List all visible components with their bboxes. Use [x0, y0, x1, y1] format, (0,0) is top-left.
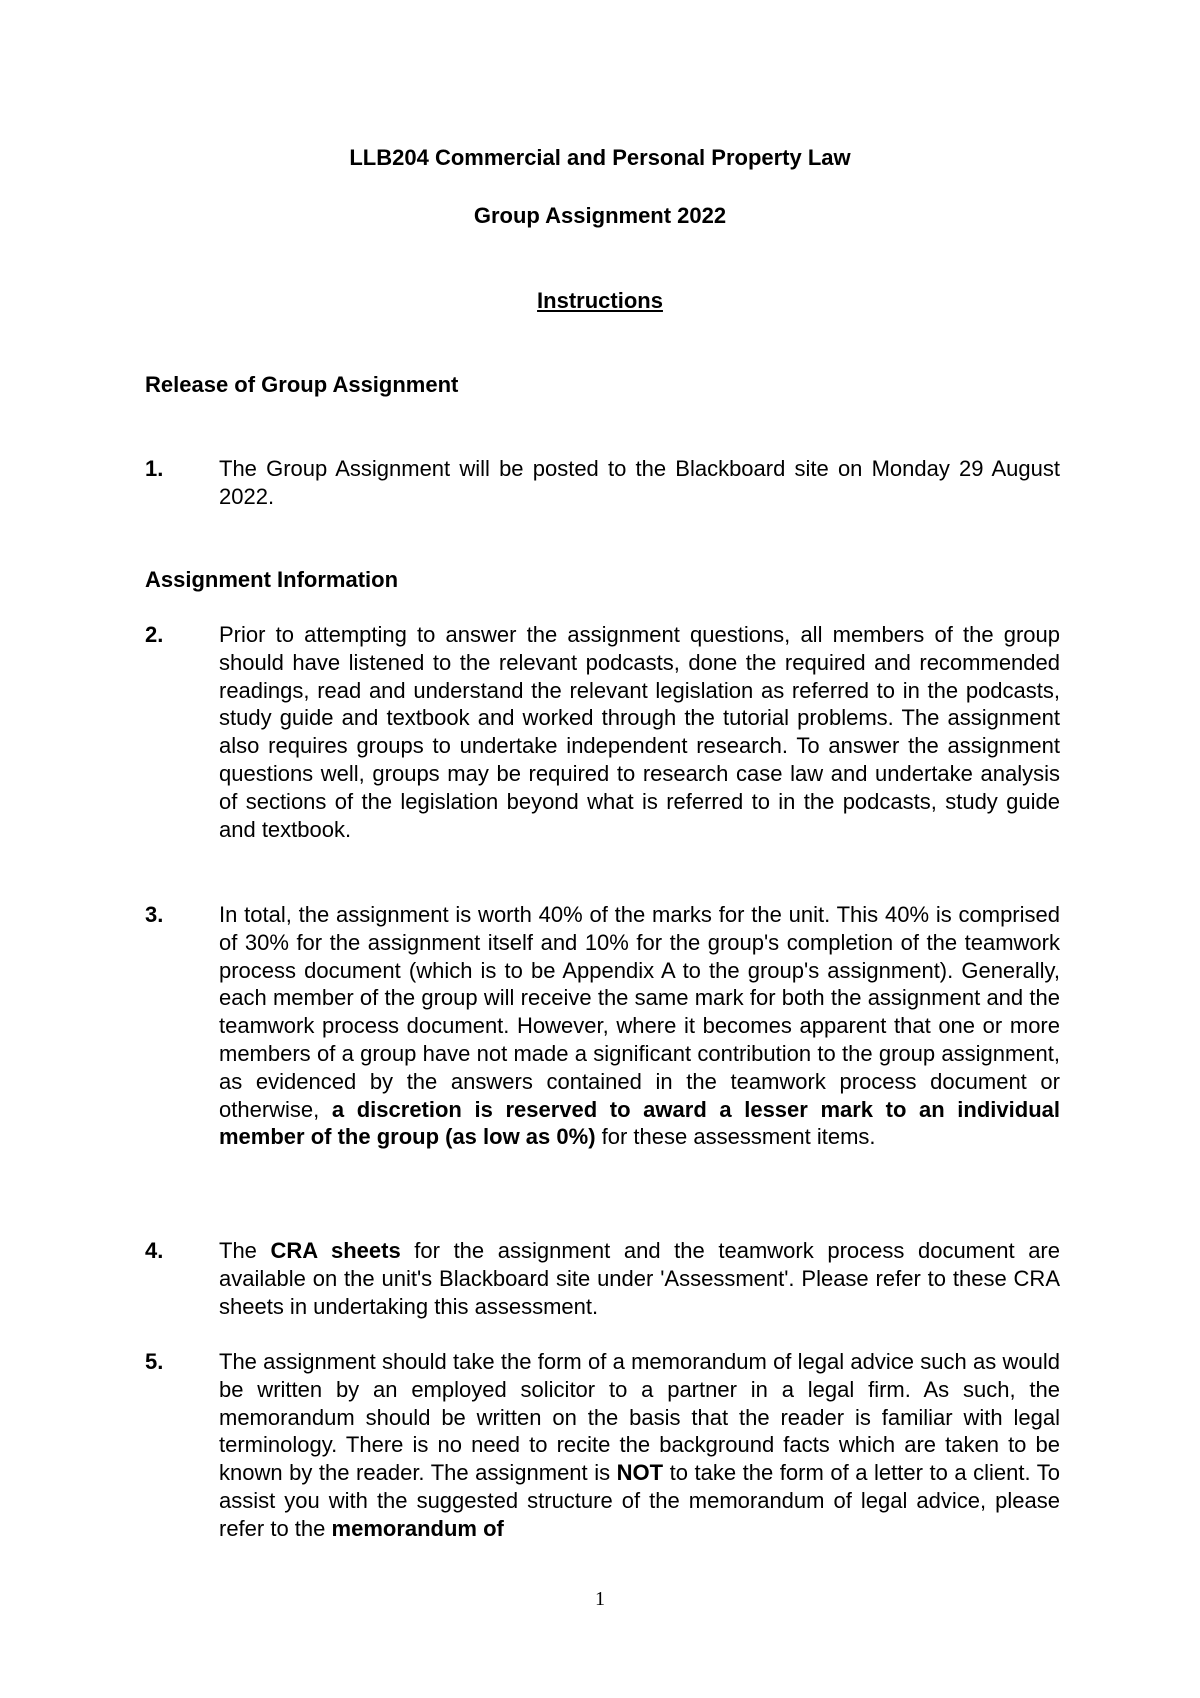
- item-text: [219, 1237, 1060, 1320]
- item-text-part: In total, the assignment is worth 40% of the marks for the unit. This 40% is comprised of 30% for the assignment itself and 10% for the group's completion of the teamwork process document (which is to be Appendix A to the group's assignment). Generally, each member of the group will receive the same mark for both the assignment and the teamwork process document. However, where it becomes apparent that one or more members of a group have not made a significant contribution to the group assignment, as evidenced by the answers contained in the teamwork process document or otherwise,: [219, 902, 1060, 1122]
- list-item: [145, 1237, 1060, 1320]
- item-text-bold: CRA sheets: [270, 1238, 401, 1263]
- list-item: [145, 1348, 1060, 1543]
- item-number: 3.: [145, 902, 164, 927]
- item-text-bold: a discretion is reserved to award a lesser mark to an individual member of the group (as low as 0%): [219, 1096, 1060, 1150]
- item-text: Prior to attempting to answer the assignment questions, all members of the group should have listened to the relevant podcasts, done the required and recommended readings, read and understand the relevant legislation as referred to in the podcasts, study guide and textbook and worked through the tutorial problems. The assignment also requires groups to undertake independent research. To answer the assignment questions well, groups may be required to research case law and undertake analysis of sections of the legislation beyond what is referred to in the podcasts, study guide and textbook.: [219, 622, 1060, 842]
- assignment-title: Group Assignment 2022: [473, 203, 727, 228]
- item-text-part: The: [219, 1238, 271, 1263]
- release-section-heading: Release of Group Assignment: [145, 372, 459, 397]
- course-title: LLB204 Commercial and Personal Property Law: [349, 145, 851, 170]
- item-number: 5.: [145, 1349, 164, 1374]
- info-section-heading: Assignment Information: [145, 567, 399, 592]
- item-text-bold: memorandum of: [331, 1515, 504, 1541]
- item-text-part: for these assessment items.: [595, 1124, 876, 1150]
- item-text-bold: NOT: [616, 1460, 664, 1486]
- item-number: 1.: [145, 456, 164, 481]
- item-text: [219, 1348, 1060, 1543]
- item-number: 4.: [145, 1238, 164, 1263]
- item-text-part: for the assignment and the teamwork process document are available on the unit's Blackboard site under 'Assessment'. Please refer to these CRA sheets in undertaking this assessment.: [219, 1238, 1060, 1319]
- item-number: 2.: [145, 622, 164, 647]
- list-item: [145, 901, 1060, 1151]
- list-item: [145, 455, 1060, 511]
- instructions-heading: Instructions: [537, 288, 663, 313]
- item-text: [219, 901, 1060, 1151]
- item-text: The Group Assignment will be posted to the Blackboard site on Monday 29 August 2022.: [219, 456, 1060, 509]
- item-text-part: The assignment should take the form of a memorandum of legal advice such as would be written by an employed solicitor to a partner in a legal firm. As such, the memorandum should be written on the basis that the reader is familiar with legal terminology. There is no need to recite the background facts which are taken to be known by the reader. The assignment is: [219, 1349, 1060, 1486]
- list-item: [145, 621, 1060, 843]
- item-text-part: to take the form of a letter to a client. To assist you with the suggested structure of the memorandum of legal advice, please refer to the: [219, 1460, 1061, 1541]
- page-number: 1: [595, 1588, 605, 1610]
